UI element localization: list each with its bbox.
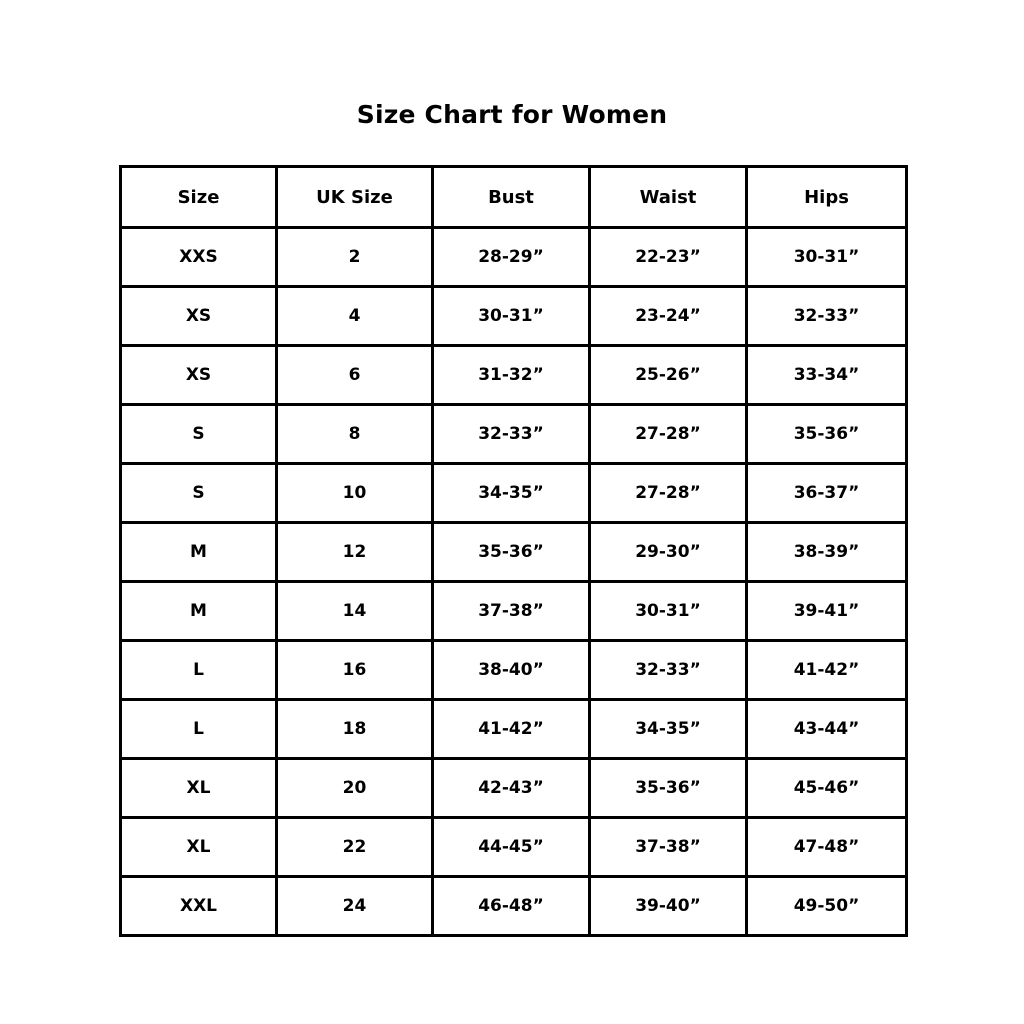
cell-bust: 35-36” bbox=[433, 523, 590, 582]
cell-waist: 23-24” bbox=[590, 287, 747, 346]
table-row bbox=[121, 287, 907, 346]
cell-uk-size: 18 bbox=[277, 700, 433, 759]
column-header-waist: Waist bbox=[590, 167, 747, 228]
table-row bbox=[121, 700, 907, 759]
table-row bbox=[121, 405, 907, 464]
cell-uk-size: 8 bbox=[277, 405, 433, 464]
cell-hips: 41-42” bbox=[747, 641, 907, 700]
cell-bust: 28-29” bbox=[433, 228, 590, 287]
cell-waist: 27-28” bbox=[590, 464, 747, 523]
cell-size: M bbox=[121, 523, 277, 582]
cell-uk-size: 12 bbox=[277, 523, 433, 582]
cell-size: XXL bbox=[121, 877, 277, 936]
table-row bbox=[121, 877, 907, 936]
size-chart-table bbox=[119, 165, 908, 937]
table-row bbox=[121, 641, 907, 700]
cell-uk-size: 6 bbox=[277, 346, 433, 405]
cell-bust: 46-48” bbox=[433, 877, 590, 936]
cell-uk-size: 10 bbox=[277, 464, 433, 523]
cell-size: S bbox=[121, 464, 277, 523]
table-row bbox=[121, 228, 907, 287]
size-chart-table-container bbox=[119, 165, 905, 937]
cell-bust: 32-33” bbox=[433, 405, 590, 464]
cell-bust: 44-45” bbox=[433, 818, 590, 877]
cell-uk-size: 16 bbox=[277, 641, 433, 700]
table-row bbox=[121, 464, 907, 523]
cell-bust: 30-31” bbox=[433, 287, 590, 346]
cell-hips: 39-41” bbox=[747, 582, 907, 641]
cell-bust: 41-42” bbox=[433, 700, 590, 759]
cell-waist: 35-36” bbox=[590, 759, 747, 818]
table-row bbox=[121, 818, 907, 877]
cell-bust: 37-38” bbox=[433, 582, 590, 641]
cell-size: XL bbox=[121, 818, 277, 877]
cell-hips: 32-33” bbox=[747, 287, 907, 346]
cell-bust: 42-43” bbox=[433, 759, 590, 818]
cell-hips: 30-31” bbox=[747, 228, 907, 287]
cell-waist: 25-26” bbox=[590, 346, 747, 405]
column-header-bust: Bust bbox=[433, 167, 590, 228]
table-row bbox=[121, 582, 907, 641]
cell-bust: 34-35” bbox=[433, 464, 590, 523]
cell-hips: 43-44” bbox=[747, 700, 907, 759]
cell-waist: 37-38” bbox=[590, 818, 747, 877]
cell-waist: 30-31” bbox=[590, 582, 747, 641]
cell-hips: 36-37” bbox=[747, 464, 907, 523]
cell-uk-size: 4 bbox=[277, 287, 433, 346]
cell-uk-size: 22 bbox=[277, 818, 433, 877]
cell-size: L bbox=[121, 641, 277, 700]
column-header-hips: Hips bbox=[747, 167, 907, 228]
cell-size: XXS bbox=[121, 228, 277, 287]
cell-size: XS bbox=[121, 287, 277, 346]
cell-uk-size: 24 bbox=[277, 877, 433, 936]
table-row bbox=[121, 346, 907, 405]
cell-size: M bbox=[121, 582, 277, 641]
column-header-size: Size bbox=[121, 167, 277, 228]
cell-size: XL bbox=[121, 759, 277, 818]
cell-bust: 31-32” bbox=[433, 346, 590, 405]
cell-hips: 49-50” bbox=[747, 877, 907, 936]
cell-hips: 45-46” bbox=[747, 759, 907, 818]
cell-waist: 34-35” bbox=[590, 700, 747, 759]
cell-waist: 27-28” bbox=[590, 405, 747, 464]
cell-hips: 38-39” bbox=[747, 523, 907, 582]
cell-hips: 35-36” bbox=[747, 405, 907, 464]
cell-uk-size: 20 bbox=[277, 759, 433, 818]
table-row bbox=[121, 759, 907, 818]
cell-uk-size: 14 bbox=[277, 582, 433, 641]
cell-waist: 29-30” bbox=[590, 523, 747, 582]
cell-waist: 39-40” bbox=[590, 877, 747, 936]
cell-uk-size: 2 bbox=[277, 228, 433, 287]
cell-hips: 47-48” bbox=[747, 818, 907, 877]
cell-bust: 38-40” bbox=[433, 641, 590, 700]
cell-size: S bbox=[121, 405, 277, 464]
cell-size: L bbox=[121, 700, 277, 759]
table-header-row bbox=[121, 167, 907, 228]
column-header-uk-size: UK Size bbox=[277, 167, 433, 228]
cell-size: XS bbox=[121, 346, 277, 405]
cell-hips: 33-34” bbox=[747, 346, 907, 405]
cell-waist: 32-33” bbox=[590, 641, 747, 700]
table-row bbox=[121, 523, 907, 582]
page-title: Size Chart for Women bbox=[356, 100, 668, 129]
cell-waist: 22-23” bbox=[590, 228, 747, 287]
